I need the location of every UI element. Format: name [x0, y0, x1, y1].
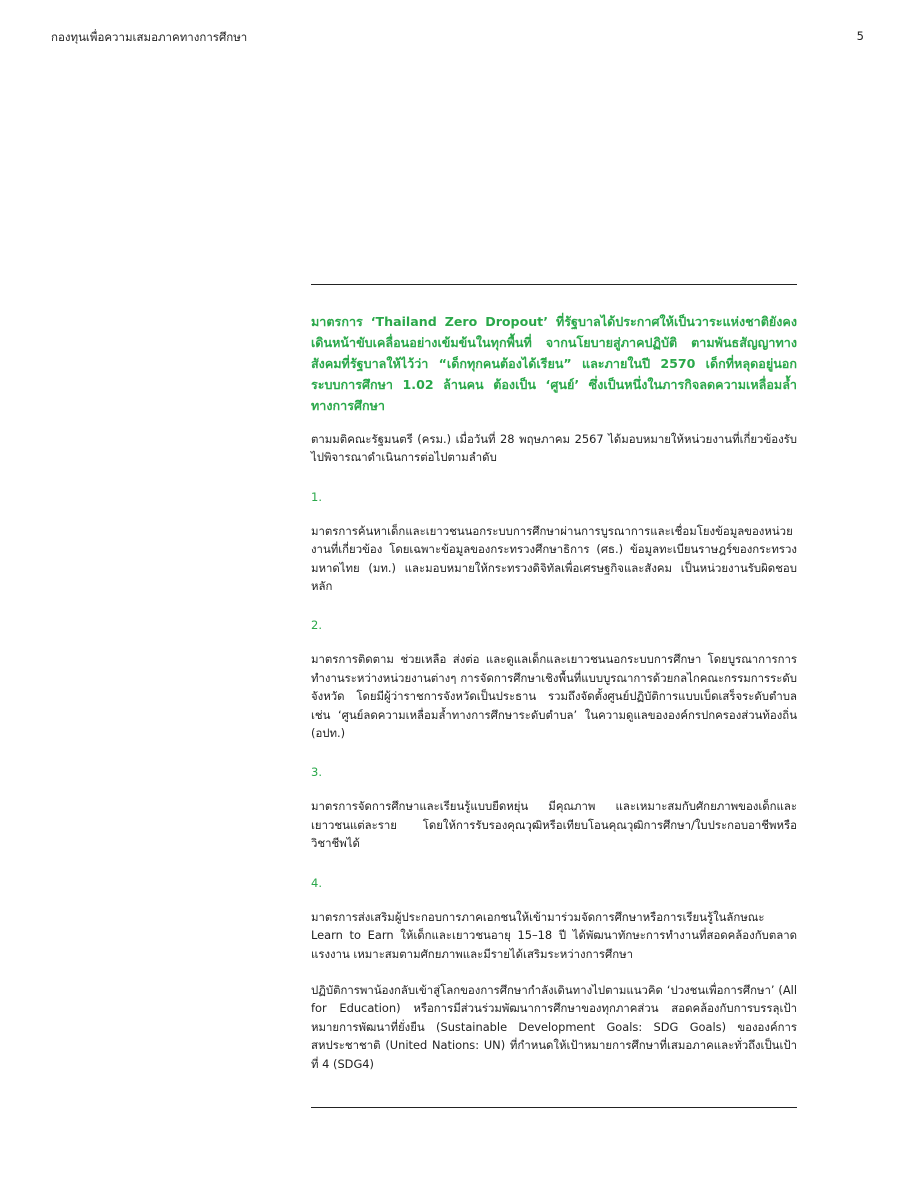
article-body — [311, 284, 797, 1108]
measure-number: 1. — [311, 489, 322, 504]
measure-number: 4. — [311, 875, 322, 890]
page-number: 5 — [856, 29, 864, 43]
measure-text: มาตรการจัดการศึกษาและเรียนรู้แบบยืดหยุ่น มีคุณภาพ และเหมาะสมกับศักยภาพของเด็กและเยาวชนแต่ละราย โดยให้การรับรองคุณวุฒิหรือเทียบโอนคุณวุฒิการศึกษา/ใบประกอบอาชีพหรือวิชาชีพได้ — [311, 799, 797, 851]
lead-paragraph: มาตรการ ‘Thailand Zero Dropout’ ที่รัฐบาลได้ประกาศให้เป็นวาระแห่งชาติยังคงเดินหน้าขับเคลื่อนอย่างเข้มข้นในทุกพื้นที่ จากนโยบายสู่ภาคปฏิบัติ ตามพันธสัญญาทางสังคมที่รัฐบาลให้ไว้ว่า “เด็กทุกคนต้องได้เรียน” และภายในปี 2570 เด็กที่หลุดอยู่นอกระบบการศึกษา 1.02 ล้านคน ต้องเป็น ‘ศูนย์’ ซึ่งเป็นหนึ่งในภารกิจลดความเหลื่อมล้ำทางการศึกษา — [311, 314, 797, 413]
running-header-title: กองทุนเพื่อความเสมอภาคทางการศึกษา — [51, 30, 248, 44]
measure-text: มาตรการส่งเสริมผู้ประกอบการภาคเอกชนให้เข้ามาร่วมจัดการศึกษาหรือการเรียนรู้ในลักษณะ Learn to Earn ให้เด็กและเยาวชนอายุ 15–18 ปี ได้พัฒนาทักษะการทำงานที่สอดคล้องกับตลาดแรงงาน เหมาะสมตามศักยภาพและมีรายได้เสริมระหว่างการศึกษา — [311, 909, 797, 961]
measure-number: 3. — [311, 765, 322, 780]
measure-number: 2. — [311, 618, 322, 633]
measure-item-2 — [311, 616, 797, 742]
closing-paragraph: ปฏิบัติการพาน้องกลับเข้าสู่โลกของการศึกษากำลังเดินทางไปตามแนวคิด ‘ปวงชนเพื่อการศึกษา’ (All for Education) หรือการมีส่วนร่วมพัฒนาการศึกษาของทุกภาคส่วน สอดคล้องกับการบรรลุเป้าหมายการพัฒนาที่ยั่งยืน (Sustainable Development Goals: SDG Goals) ขององค์การสหประชาชาติ (United Nations: UN) ที่กำหนดให้เป้าหมายการศึกษาที่เสมอภาคและทั่วถึงเป็นเป้าที่ 4 (SDG4) — [311, 982, 797, 1071]
measure-text: มาตรการติดตาม ช่วยเหลือ ส่งต่อ และดูแลเด็กและเยาวชนนอกระบบการศึกษา โดยบูรณาการการทำงานระหว่างหน่วยงานต่างๆ การจัดการศึกษาเชิงพื้นที่แบบบูรณาการด้วยกลไกคณะกรรมการระดับจังหวัด โดยมีผู้ว่าราชการจังหวัดเป็นประธาน รวมถึงจัดตั้งศูนย์ปฏิบัติการแบบเบ็ดเสร็จระดับตำบล เช่น ‘ศูนย์ลดความเหลื่อมล้ำทางการศึกษาระดับตำบล’ ในความดูแลขององค์กรปกครองส่วนท้องถิ่น (อปท.) — [311, 652, 797, 741]
measure-item-1 — [311, 488, 797, 596]
measure-item-4 — [311, 874, 797, 963]
intro-paragraph: ตามมติคณะรัฐมนตรี (ครม.) เมื่อวันที่ 28 พฤษภาคม 2567 ได้มอบหมายให้หน่วยงานที่เกี่ยวข้องรับไปพิจารณาดำเนินการต่อไปตามลำดับ — [311, 432, 797, 465]
measure-item-3 — [311, 763, 797, 852]
top-divider — [311, 284, 797, 285]
measure-text: มาตรการค้นหาเด็กและเยาวชนนอกระบบการศึกษาผ่านการบูรณาการและเชื่อมโยงข้อมูลของหน่วยงานที่เกี่ยวข้อง โดยเฉพาะข้อมูลของกระทรวงศึกษาธิการ (ศธ.) ข้อมูลทะเบียนราษฎร์ของกระทรวงมหาดไทย (มท.) และมอบหมายให้กระทรวงดิจิทัลเพื่อเศรษฐกิจและสังคม เป็นหน่วยงานรับผิดชอบหลัก — [311, 523, 797, 594]
bottom-divider — [311, 1107, 797, 1108]
